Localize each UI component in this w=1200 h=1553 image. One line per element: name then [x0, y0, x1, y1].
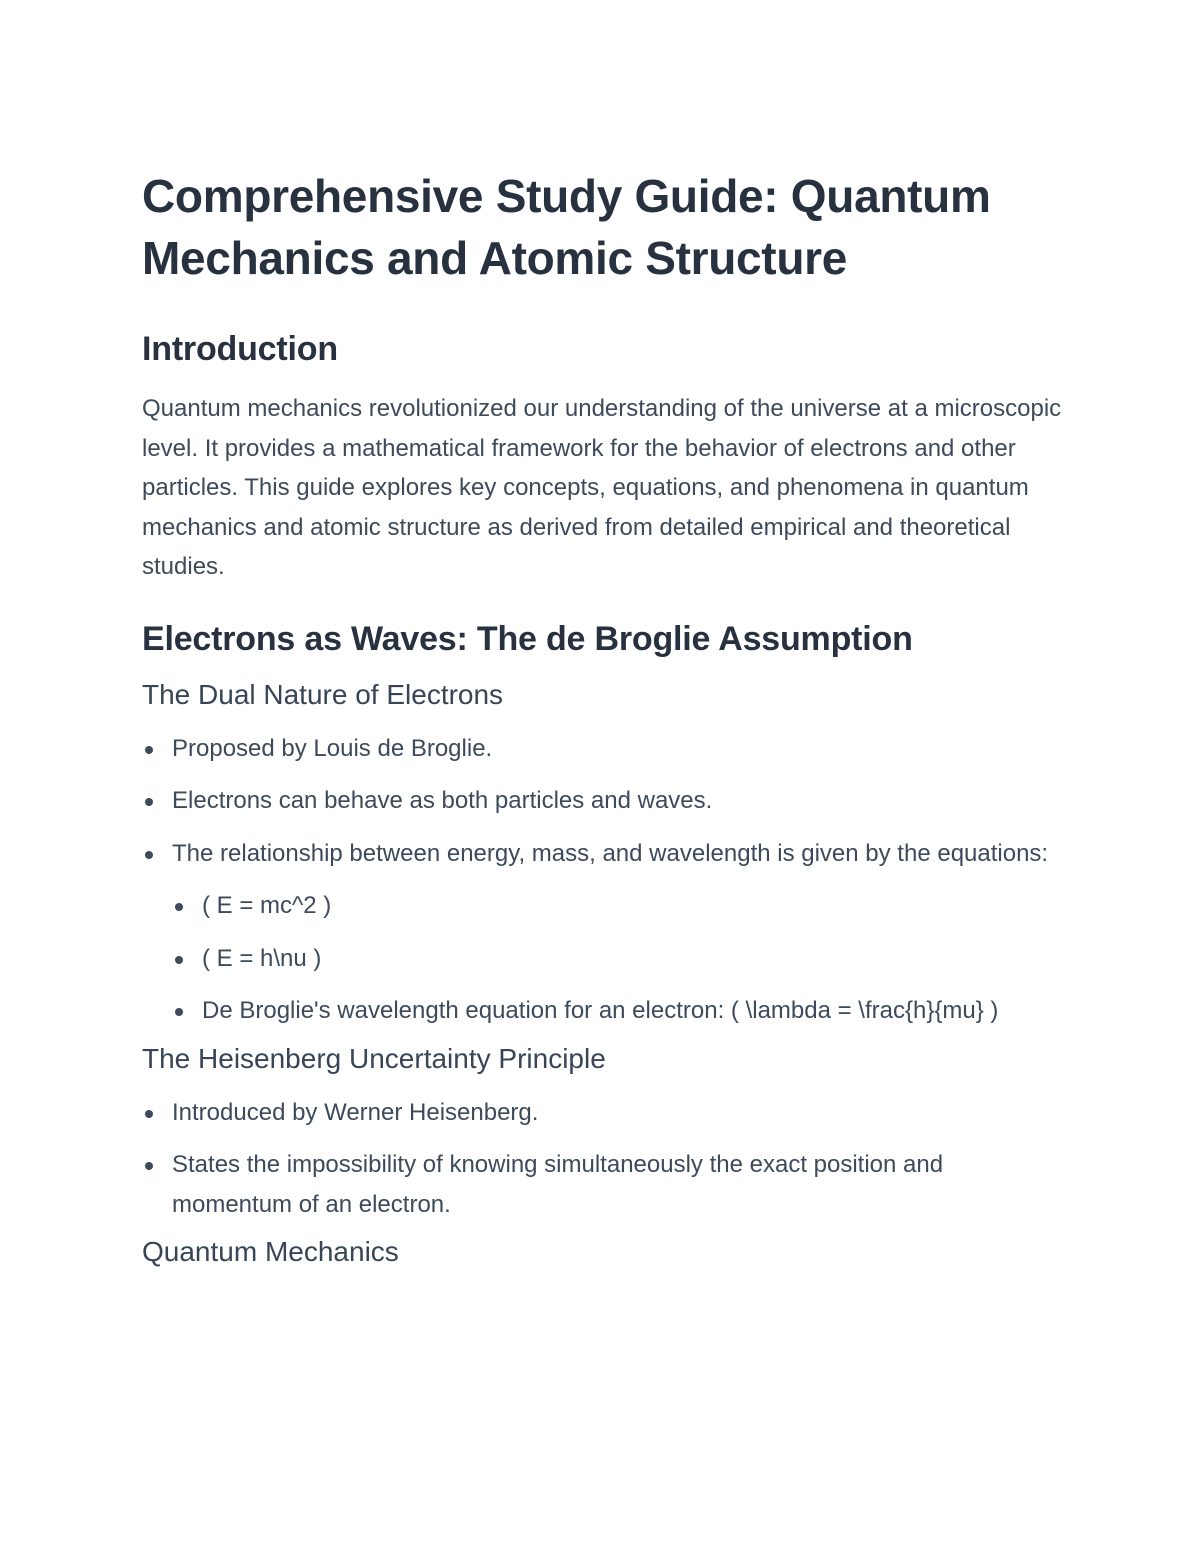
list-item: States the impossibility of knowing simultaneously the exact position and momentum of an electron.: [142, 1145, 1062, 1224]
document-page: [142, 165, 1062, 1270]
list-item: Electrons can behave as both particles and waves.: [142, 781, 1062, 821]
introduction-heading: Introduction: [142, 330, 338, 368]
equation-item: De Broglie's wavelength equation for an electron: ( \lambda = \frac{h}{mu} ): [172, 991, 1062, 1031]
electrons-section-heading: Electrons as Waves: The de Broglie Assumption: [142, 619, 913, 658]
uncertainty-heading: The Heisenberg Uncertainty Principle: [142, 1042, 606, 1074]
document-title: Comprehensive Study Guide: Quantum Mechanics and Atomic Structure: [142, 170, 991, 284]
uncertainty-list: [142, 1093, 1062, 1225]
introduction-paragraph: Quantum mechanics revolutionized our understanding of the universe at a microscopic level. It provides a mathematical framework for the behavior of electrons and other particles. This guide explores key concepts, equations, and phenomena in quantum mechanics and atomic structure as derived from detailed empirical and theoretical studies.: [142, 395, 1062, 580]
dual-nature-heading: The Dual Nature of Electrons: [142, 678, 504, 710]
quantum-mechanics-heading: Quantum Mechanics: [142, 1236, 399, 1267]
dual-nature-list: [142, 729, 1062, 1031]
equations-list: [172, 886, 1062, 1031]
list-item: The relationship between energy, mass, and wavelength is given by the equations:: [142, 834, 1062, 874]
equation-item: ( E = mc^2 ): [172, 886, 1062, 926]
equation-item: ( E = h\nu ): [172, 939, 1062, 979]
list-item: Introduced by Werner Heisenberg.: [142, 1093, 1062, 1133]
list-item: Proposed by Louis de Broglie.: [142, 729, 1062, 769]
